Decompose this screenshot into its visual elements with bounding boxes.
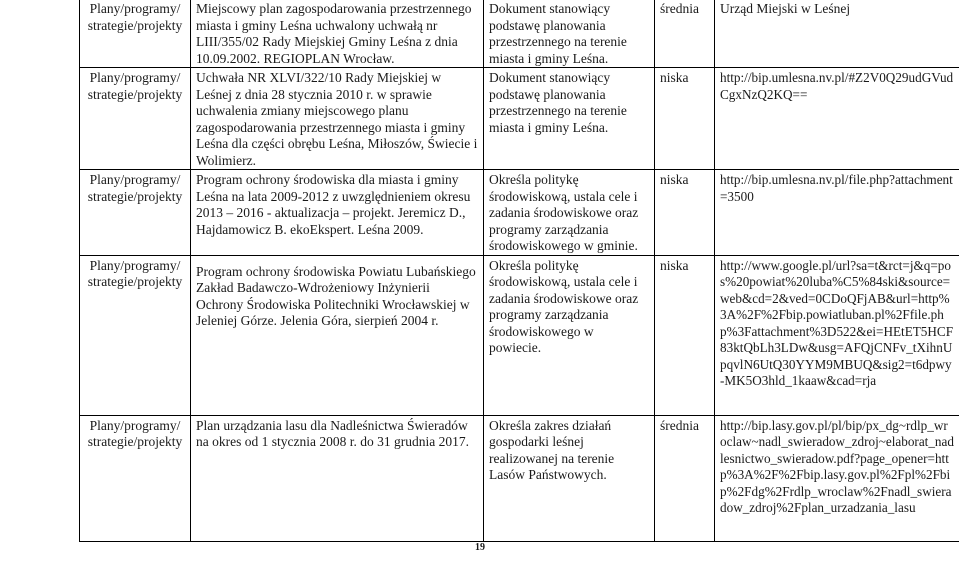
table-row: [80, 415, 959, 541]
level-cell: średnia: [655, 415, 715, 541]
document-title-text: Program ochrony środowiska Powiatu Lubańskiego Zakład Badawczo-Wdrożeniowy Inżynierii Ochrony Środowiska Politechniki Wrocławskiej w Jeleniej Górze. Jelenia Góra, sierpień 2004 r.: [196, 263, 476, 328]
level-cell: niska: [655, 68, 715, 170]
source-cell: http://bip.umlesna.nv.pl/#Z2V0Q29udGVudCgxNzQ2KQ==: [715, 68, 959, 170]
table-row: [80, 170, 959, 256]
source-cell: http://bip.lasy.gov.pl/pl/bip/px_dg~rdlp_wroclaw~nadl_swieradow_zdroj~elaborat_nadlesnictwo_swieradow.pdf?page_opener=http%3A%2F%2Fbip.lasy.gov.pl%2Fpl%2Fbip%2Fdg%2Frdlp_wroclaw%2Fnadl_swieradow_zdroj%2Fplan_urzadzania_lasu: [715, 415, 959, 541]
table-row: [80, 0, 959, 68]
document-table: [79, 0, 959, 542]
source-cell: Urząd Miejski w Leśnej: [715, 0, 959, 68]
category-cell: Plany/programy/ strategie/projekty: [80, 255, 191, 415]
document-title-cell: Program ochrony środowiska dla miasta i gminy Leśna na lata 2009-2012 z uwzględnieniem okresu 2013 – 2016 - aktualizacja – projekt. Jeremicz D., Hajdamowicz B. ekoEkspert. Leśna 2009.: [191, 170, 484, 256]
table-row: [80, 68, 959, 170]
level-cell: niska: [655, 255, 715, 415]
document-title-cell: [191, 255, 484, 415]
description-cell: Dokument stanowiący podstawę planowania przestrzennego na terenie miasta i gminy Leśna.: [484, 68, 655, 170]
table-row: [80, 255, 959, 415]
category-cell: Plany/programy/ strategie/projekty: [80, 415, 191, 541]
document-title-cell: Plan urządzania lasu dla Nadleśnictwa Świeradów na okres od 1 stycznia 2008 r. do 31 grudnia 2017.: [191, 415, 484, 541]
description-cell: Określa politykę środowiskową, ustala cele i zadania środowiskowe oraz programy zarządzania środowiskowego w powiecie.: [484, 255, 655, 415]
source-cell: http://bip.umlesna.nv.pl/file.php?attachment=3500: [715, 170, 959, 256]
page-number: 19: [475, 542, 485, 553]
document-title-cell: Uchwała NR XLVI/322/10 Rady Miejskiej w Leśnej z dnia 28 stycznia 2010 r. w sprawie uchwalenia zmiany miejscowego planu zagospodarowania przestrzennego miasta i gminy Leśna dla części obrębu Leśna, Miłoszów, Świecie i Wolimierz.: [191, 68, 484, 170]
level-cell: niska: [655, 170, 715, 256]
description-cell: Dokument stanowiący podstawę planowania przestrzennego na terenie miasta i gminy Leśna.: [484, 0, 655, 68]
category-cell: Plany/programy/ strategie/projekty: [80, 170, 191, 256]
category-cell: Plany/programy/ strategie/projekty: [80, 68, 191, 170]
document-title-cell: Miejscowy plan zagospodarowania przestrzennego miasta i gminy Leśna uchwalony uchwałą nr LIII/355/02 Rady Miejskiej Gminy Leśna z dnia 10.09.2002. REGIOPLAN Wrocław.: [191, 0, 484, 68]
level-cell: średnia: [655, 0, 715, 68]
category-cell: Plany/programy/ strategie/projekty: [80, 0, 191, 68]
description-cell: Określa politykę środowiskową, ustala cele i zadania środowiskowe oraz programy zarządzania środowiskowego w gminie.: [484, 170, 655, 256]
description-cell: Określa zakres działań gospodarki leśnej realizowanej na terenie Lasów Państwowych.: [484, 415, 655, 541]
source-cell: http://www.google.pl/url?sa=t&rct=j&q=pos%20powiat%20luba%C5%84ski&source=web&cd=2&ved=0CDoQFjAB&url=http%3A%2F%2Fbip.powiatluban.pl%2Ffile.php%3Fattachment%3D522&ei=HEtET5HCF83ktQbLh3LDw&usg=AFQjCNFv_tXihnUpqvlN6UtQ30YYM9MBUQ&sig2=t6dpwy-MK5O3hld_1kaaw&cad=rja: [715, 255, 959, 415]
